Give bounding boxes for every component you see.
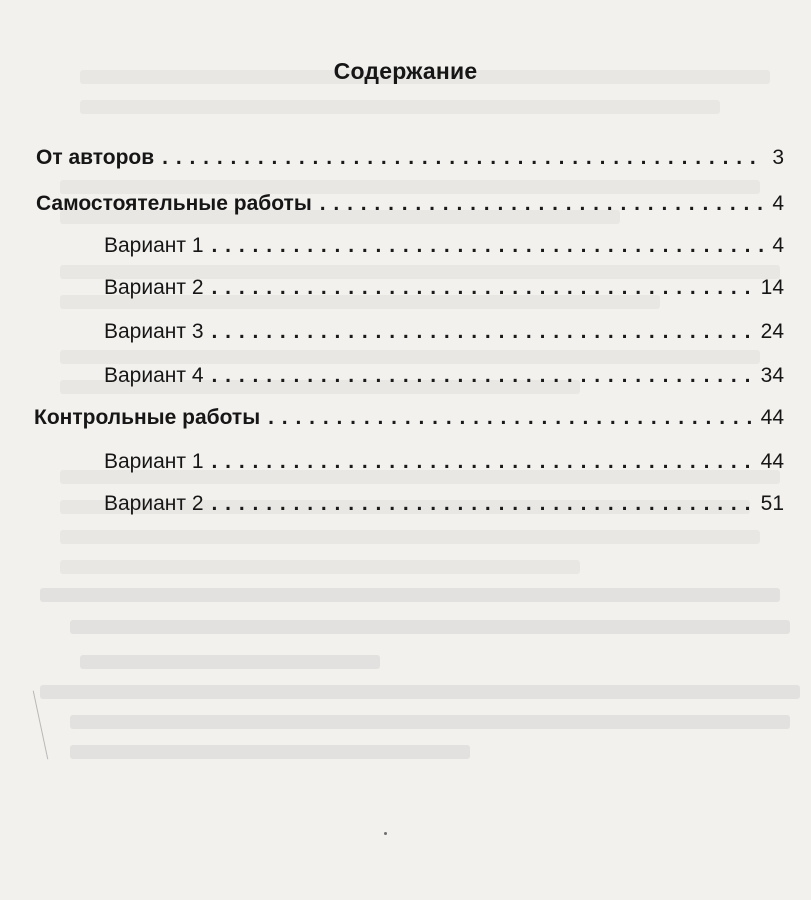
- toc-entry-variant: [104, 274, 784, 302]
- dot-leader: [162, 144, 764, 172]
- toc-entry-label: Вариант 2: [104, 276, 204, 299]
- toc-entry-variant: [104, 232, 784, 260]
- toc-entry-page: 14: [760, 276, 784, 299]
- contents-heading: Содержание: [333, 58, 478, 84]
- toc-entry-label: Самостоятельные работы: [36, 192, 312, 215]
- toc-entry-label: Вариант 1: [104, 234, 204, 257]
- dot-leader: [212, 274, 753, 302]
- dot-leader: [212, 448, 753, 476]
- toc-entry-label: Вариант 3: [104, 320, 204, 343]
- dot-leader: [212, 232, 765, 260]
- toc-entry-page: 4: [772, 192, 784, 215]
- toc-entry-variant: [104, 318, 784, 346]
- toc-entry-page: 3: [772, 146, 784, 169]
- toc-entry-page: 34: [760, 364, 784, 387]
- toc-entry-label: Контрольные работы: [34, 406, 261, 429]
- toc-entry-control-works: [34, 404, 784, 432]
- dot-leader: [212, 362, 753, 390]
- toc-entry-page: 44: [760, 450, 784, 473]
- toc-entry-page: 51: [760, 492, 784, 515]
- dot-leader: [212, 318, 753, 346]
- toc-entry-page: 44: [760, 406, 784, 429]
- toc-entry-label: От авторов: [36, 146, 155, 169]
- toc-entry-variant: [104, 448, 784, 476]
- toc-entry-variant: [104, 362, 784, 390]
- toc-entry-variant: [104, 490, 784, 518]
- dot-leader: [268, 404, 753, 432]
- toc-entry-authors: [36, 144, 784, 172]
- dot-leader: [320, 190, 765, 218]
- paper-speck: [384, 832, 387, 835]
- toc-entry-label: Вариант 1: [104, 450, 204, 473]
- toc-entry-independent-works: [36, 190, 784, 218]
- toc-entry-label: Вариант 2: [104, 492, 204, 515]
- dot-leader: [212, 490, 753, 518]
- toc-entry-page: 24: [760, 320, 784, 343]
- paper-scratch: [33, 691, 49, 760]
- toc-entry-page: 4: [772, 234, 784, 257]
- toc-entry-label: Вариант 4: [104, 364, 204, 387]
